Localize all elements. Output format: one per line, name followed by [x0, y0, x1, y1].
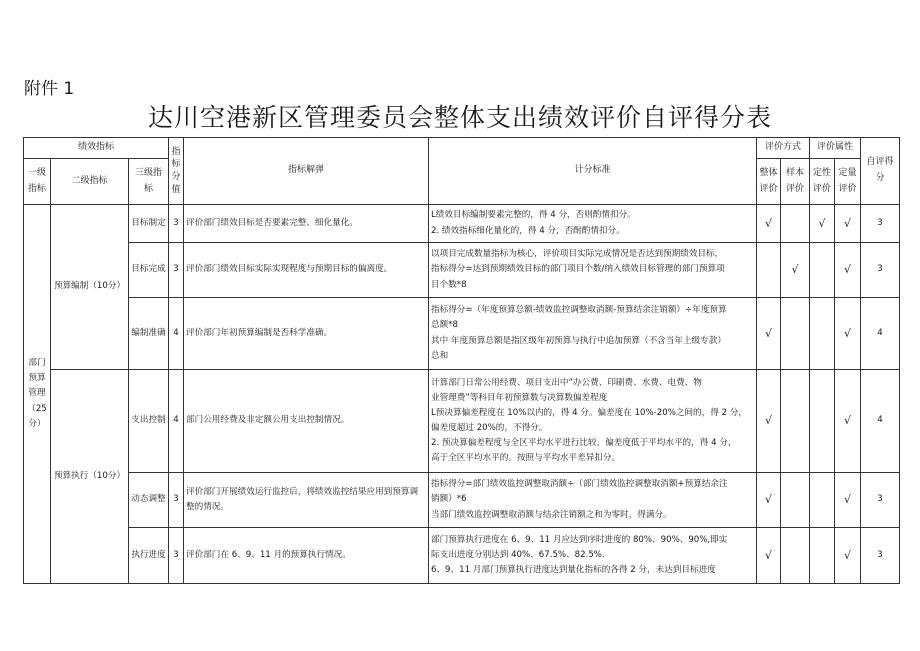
explanation-cell: 评价部门在 6、9、11 月的预算执行情况。	[184, 528, 429, 584]
criteria-line: 业管理费”等科目年初预算数与决算数偏差程度	[431, 392, 608, 403]
criteria-line: 销额）*6	[431, 494, 467, 505]
criteria-line: L预决算偏差程度在 10%以内的，得 4 分。偏差度在 10%-20%之间的，得 2 分，	[431, 407, 747, 418]
quantitative-check: √	[835, 298, 861, 370]
table-row	[24, 243, 900, 298]
page-title: 达川空港新区管理委员会整体支出绩效评价自评得分表	[147, 103, 772, 132]
self-score-cell: 4	[861, 370, 900, 473]
explanation-cell: 评价部门绩效目标是否要素完整、细化量化。	[184, 205, 429, 243]
score-cell: 3	[169, 473, 184, 528]
quantitative-check: √	[835, 473, 861, 528]
level3-cell: 执行进度	[129, 528, 169, 584]
qualitative-check	[810, 243, 835, 298]
qualitative-check	[810, 528, 835, 584]
score-cell: 4	[169, 298, 184, 370]
level2-cell: 预算执行（10分）	[51, 370, 129, 584]
sample-check	[781, 528, 810, 584]
criteria-line: 以项目完成数量指标为核心，评价项目实际完成情况是否达到预期绩效目标，	[431, 249, 724, 260]
table-row	[24, 473, 900, 528]
quantitative-check: √	[835, 370, 861, 473]
criteria-line: 计算部门日常公用经费、项目支出中“办公费、印刷费、水费、电费、物	[431, 377, 702, 388]
criteria-cell	[429, 205, 757, 243]
quantitative-check: √	[835, 243, 861, 298]
header-sample-evaluation: 样本评价	[781, 159, 810, 205]
criteria-line: 部门预算执行进度在 6、9、11 月应达到序时进度的 80%、90%、90%,即实	[431, 534, 728, 545]
overall-check: √	[757, 473, 781, 528]
header-qualitative-evaluation: 定性评价	[810, 159, 835, 205]
header-self-score: 自评得分	[861, 138, 900, 205]
criteria-line: 目个数*8	[431, 279, 467, 290]
criteria-line: L绩效目标编制要素完整的，得 4 分，否则酌情扣分。	[431, 210, 636, 221]
header-evaluation-attribute: 评价属性	[810, 138, 861, 159]
overall-check: √	[757, 528, 781, 584]
self-score-cell: 4	[861, 298, 900, 370]
criteria-cell	[429, 243, 757, 298]
overall-check: √	[757, 205, 781, 243]
self-score-cell: 3	[861, 205, 900, 243]
qualitative-check: √	[810, 205, 835, 243]
criteria-line: 当部门绩效监控调整取消额与结余注销额之和为零时，得满分。	[431, 509, 672, 520]
qualitative-check	[810, 298, 835, 370]
score-table	[23, 137, 900, 584]
header-indicator-score: 指标分值	[169, 138, 184, 205]
explanation-cell: 评价部门绩效目标实际实现程度与预期目标的偏离度。	[184, 243, 429, 298]
level3-cell: 支出控制	[129, 370, 169, 473]
header-level3: 三级指标	[129, 159, 169, 205]
criteria-cell	[429, 298, 757, 370]
table-row	[24, 298, 900, 370]
quantitative-check: √	[835, 528, 861, 584]
self-score-cell: 3	[861, 243, 900, 298]
level3-cell: 目标完成	[129, 243, 169, 298]
criteria-line: 2. 预决算偏差程度与全区平均水平进行比较，偏差度低于平均水平的，得 4 分，	[431, 438, 737, 449]
overall-check	[757, 243, 781, 298]
overall-check: √	[757, 298, 781, 370]
criteria-cell	[429, 528, 757, 584]
explanation-cell: 部门公用经费及非定额公用支出控制情况。	[184, 370, 429, 473]
criteria-line: 其中 年度预算总额是指区级年初预算与执行中追加预算（不含当年上级专款）	[431, 335, 726, 346]
level1-cell: 部门预算管理（25分）	[24, 205, 51, 584]
criteria-line: 2. 绩效指标细化量化的，得 4 分，否酎酌情扣分。	[431, 225, 625, 236]
criteria-line: 指标得分=（年度预算总额-绩效监控调整取消额-预算结余注销额）÷年度预算	[431, 305, 727, 316]
criteria-line: 偏差度超过 20%的，不得分。	[431, 423, 548, 433]
level2-cell: 预算编制（10分）	[51, 205, 129, 370]
score-cell: 3	[169, 528, 184, 584]
header-performance-indicators: 绩效指标	[24, 138, 169, 159]
header-level1: 一级指标	[24, 159, 51, 205]
criteria-cell	[429, 370, 757, 473]
score-cell: 3	[169, 205, 184, 243]
header-overall-evaluation: 整体评价	[757, 159, 781, 205]
criteria-line: 高于全区平均水平的。按照与平均水平差异扣分。	[431, 453, 621, 464]
header-scoring-standard: 计分标准	[429, 138, 757, 205]
annex-label: 附件 1	[24, 79, 75, 99]
header-level2: 二级指标	[51, 159, 129, 205]
criteria-cell	[429, 473, 757, 528]
criteria-line: 指标得分=达到预期绩效目标的部门项目个数/纳入绩效目标管理的部门预算项	[431, 264, 725, 275]
criteria-line: 际支出进度分别达到 40%、67.5%、82.5%.	[431, 549, 605, 560]
sample-check	[781, 473, 810, 528]
level3-cell: 动态调整	[129, 473, 169, 528]
overall-check: √	[757, 370, 781, 473]
header-quantitative-evaluation: 定量评价	[835, 159, 861, 205]
header-indicator-explanation: 指标解弹	[184, 138, 429, 205]
sample-check	[781, 370, 810, 473]
self-score-cell: 3	[861, 528, 900, 584]
score-cell: 3	[169, 243, 184, 298]
explanation-cell: 评价部门开展绩效运行监控后，将绩效监控结果应用到预算调整的情况。	[184, 473, 429, 528]
table-row	[24, 205, 900, 243]
criteria-line: 指标得分=部门绩效监控调整取消额÷（部门绩效监控调整取消额+预算结余注	[431, 479, 728, 490]
criteria-line: 总额*8	[431, 320, 458, 331]
table-row	[24, 528, 900, 584]
explanation-cell: 评价部门年初预算编制是否科学准确。	[184, 298, 429, 370]
level3-cell: 目标制定	[129, 205, 169, 243]
criteria-line: 总和	[431, 350, 449, 361]
level3-cell: 编制准确	[129, 298, 169, 370]
qualitative-check	[810, 473, 835, 528]
qualitative-check	[810, 370, 835, 473]
sample-check	[781, 205, 810, 243]
quantitative-check: √	[835, 205, 861, 243]
sample-check: √	[781, 243, 810, 298]
header-evaluation-method: 评价方式	[757, 138, 810, 159]
criteria-line: 6、9、11 月部门预算执行进度达到量化指标的各得 2 分，未达到目标进度	[431, 565, 716, 576]
sample-check	[781, 298, 810, 370]
score-cell: 4	[169, 370, 184, 473]
header-row-1	[24, 138, 900, 159]
table-row	[24, 370, 900, 473]
self-score-cell: 3	[861, 473, 900, 528]
